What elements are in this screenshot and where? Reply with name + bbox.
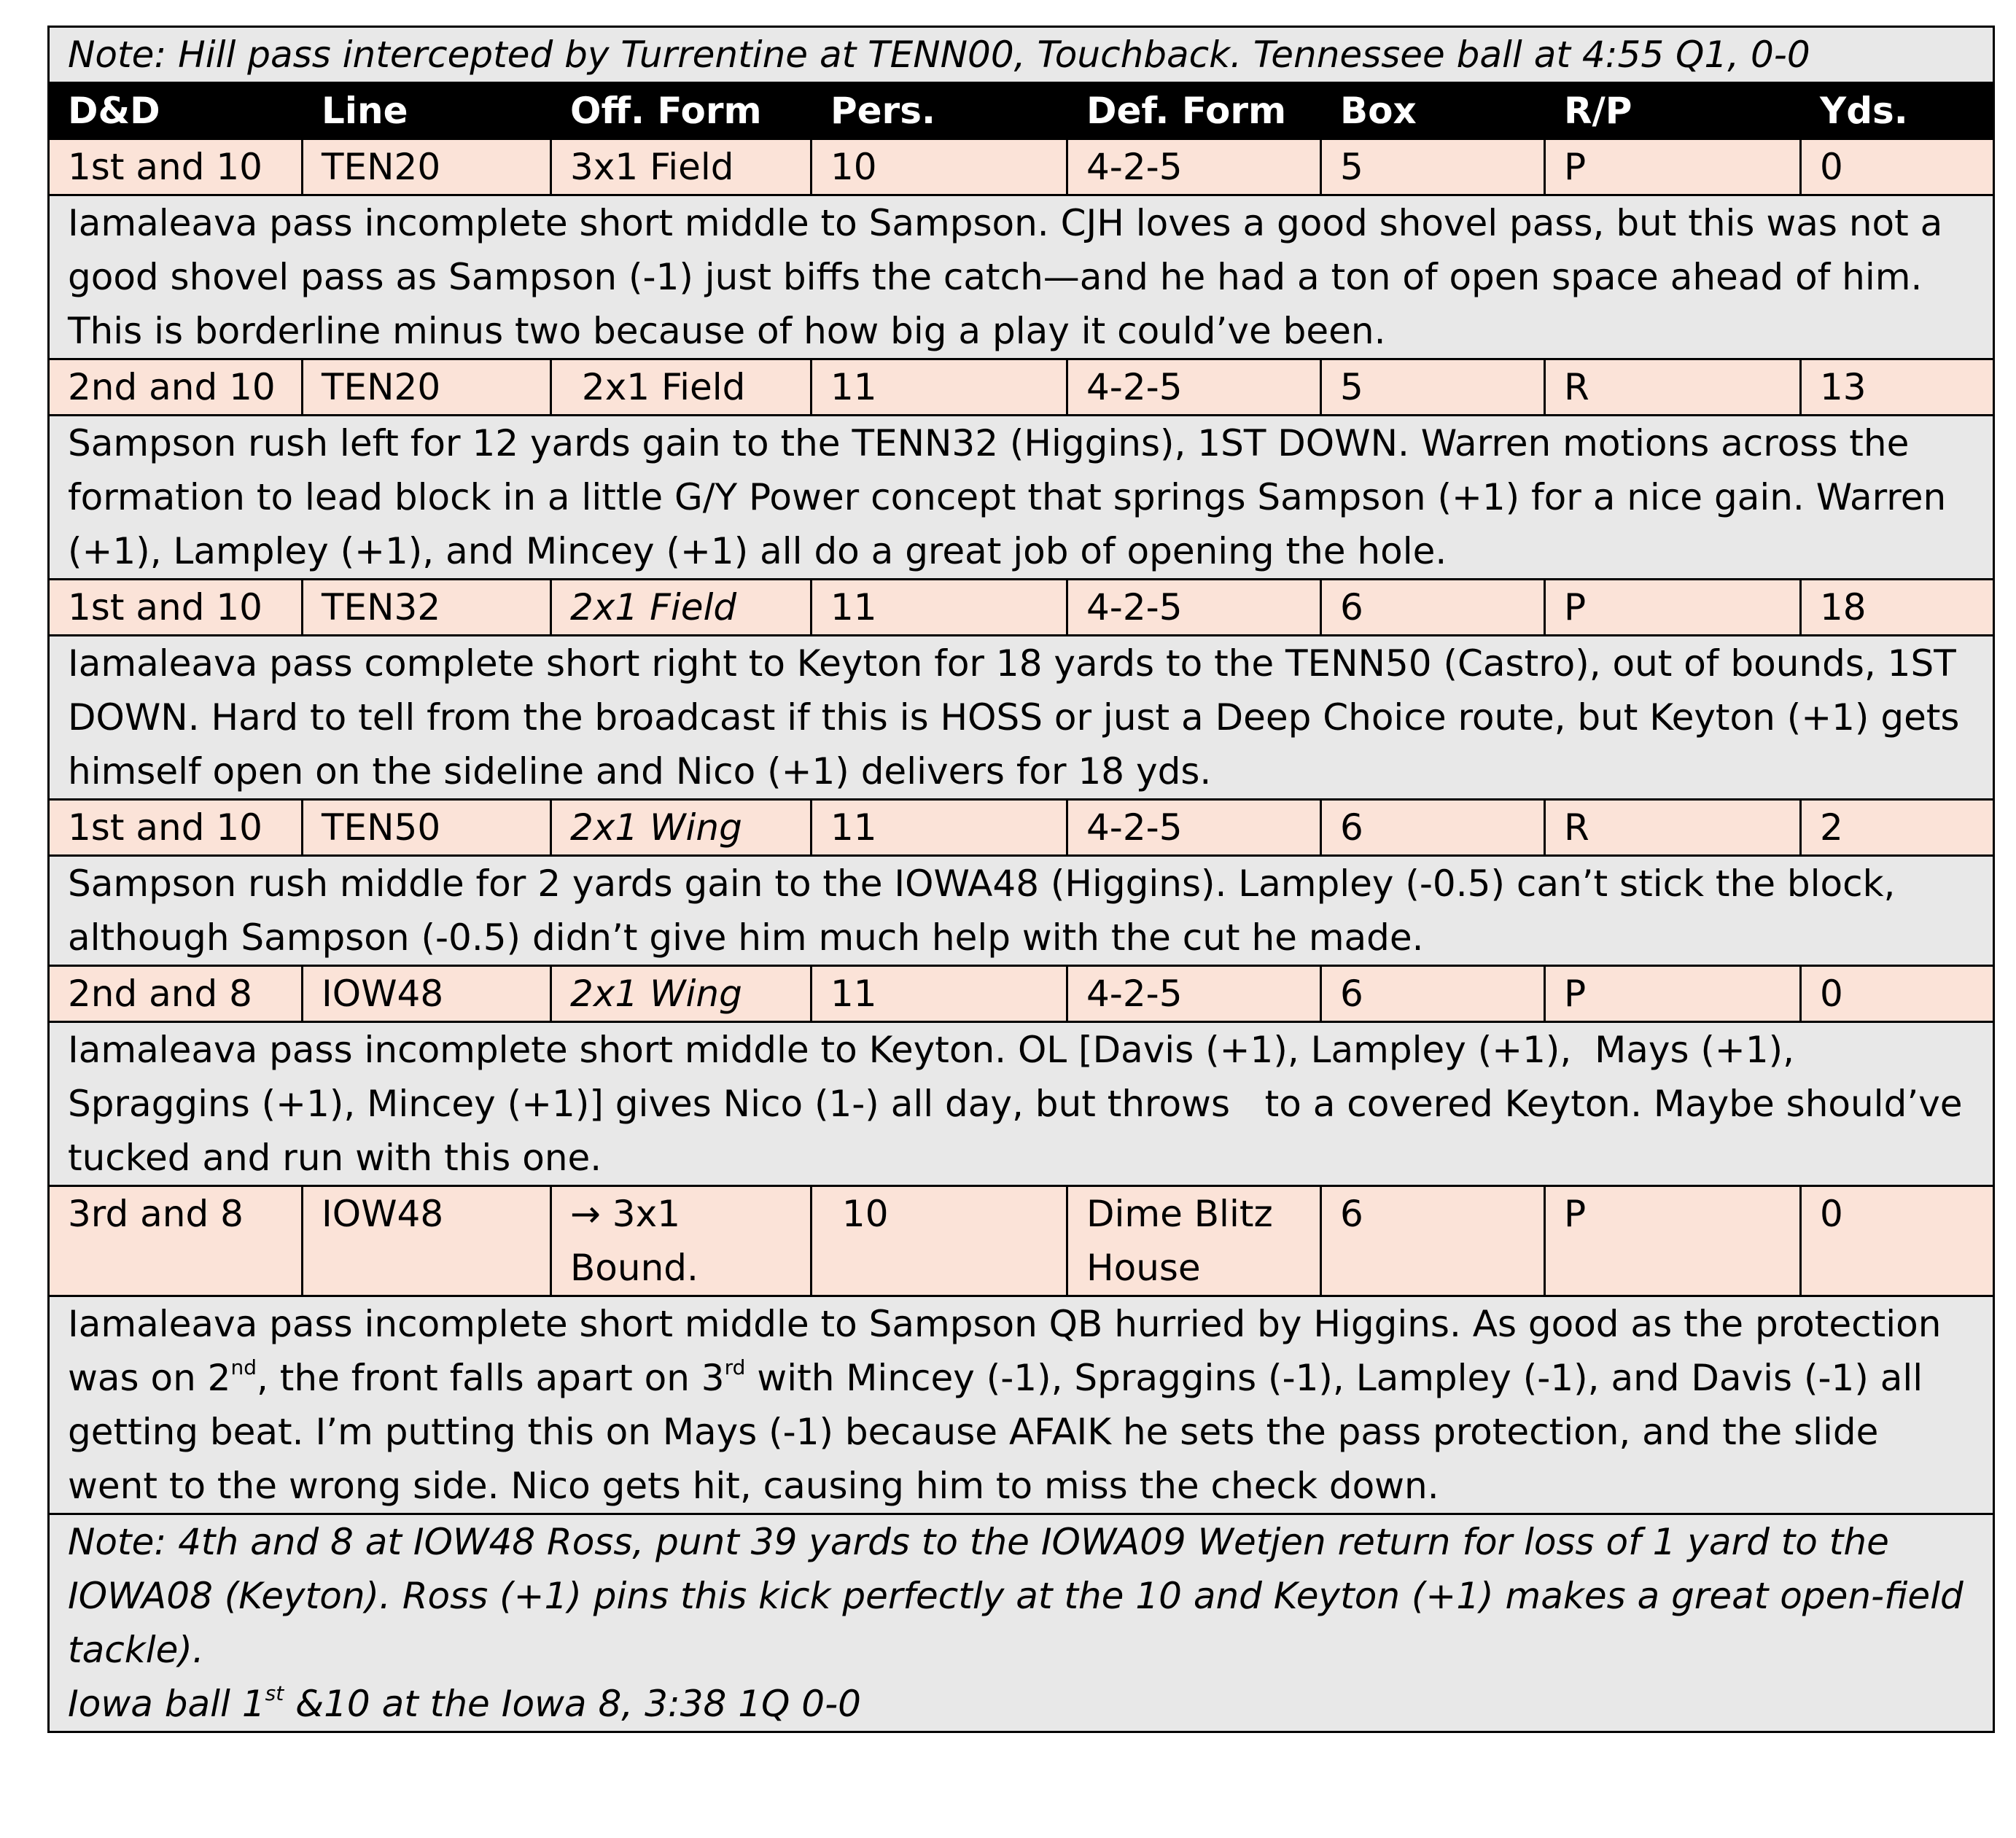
down-distance: 1st and 10 bbox=[49, 800, 303, 856]
line-of-scrimmage: TEN32 bbox=[303, 580, 551, 636]
yards: 13 bbox=[1801, 359, 1994, 416]
line-of-scrimmage: TEN20 bbox=[303, 359, 551, 416]
ordinal-suffix: nd bbox=[230, 1355, 257, 1380]
play-description: Iamaleava pass incomplete short middle to Sampson. CJH loves a good shovel pass, but this was not a good shovel pass as Sampson (-1) just biffs the catch—and he had a ton of open space ahead of him. This is borderline minus two because of how big a play it could’ve been. bbox=[49, 195, 1994, 359]
defense-formation: 4-2-5 bbox=[1067, 800, 1321, 856]
description-text: with Mincey (-1), Spraggins (-1), Lampley (-1), and Davis (-1) all getting beat. I’m putting this on Mays (-1) because AFAIK he sets the pass protection, and the slide went to the wrong side. Nico gets hit, causing him to miss the check down. bbox=[68, 1357, 1923, 1507]
personnel: 11 bbox=[812, 580, 1067, 636]
line-of-scrimmage: TEN20 bbox=[303, 139, 551, 195]
punt-note: Note: 4th and 8 at IOW48 Ross, punt 39 yards to the IOWA09 Wetjen return for loss of 1 yard to the IOWA08 (Keyton). Ross (+1) pins this kick perfectly at the 10 and Keyton (+1) makes a great open-field tackle). bbox=[68, 1521, 1964, 1671]
play-description: Iamaleava pass complete short right to Keyton for 18 yards to the TENN50 (Castro), out of bounds, 1ST DOWN. Hard to tell from the broadcast if this is HOSS or just a Deep Choice route, but Keyton (+1) gets himself open on the sideline and Nico (+1) delivers for 18 yds. bbox=[49, 636, 1994, 800]
line-of-scrimmage: TEN50 bbox=[303, 800, 551, 856]
header-pers: Pers. bbox=[812, 83, 1067, 139]
down-distance: 2nd and 10 bbox=[49, 359, 303, 416]
box-count: 6 bbox=[1321, 800, 1545, 856]
play-description bbox=[49, 1296, 1994, 1514]
personnel: 10 bbox=[812, 139, 1067, 195]
possession-note-text: Iowa ball 1 bbox=[68, 1683, 265, 1725]
header-off-form: Off. Form bbox=[551, 83, 812, 139]
play-row bbox=[49, 359, 1994, 416]
header-line: Line bbox=[303, 83, 551, 139]
line-of-scrimmage: IOW48 bbox=[303, 966, 551, 1022]
run-pass: P bbox=[1545, 139, 1801, 195]
header-def-form: Def. Form bbox=[1067, 83, 1321, 139]
description-text: , the front falls apart on 3 bbox=[257, 1357, 725, 1399]
line-of-scrimmage: IOW48 bbox=[303, 1186, 551, 1296]
possession-note-text: &10 at the Iowa 8, 3:38 1Q 0-0 bbox=[284, 1683, 861, 1725]
drive-end-note-row bbox=[49, 1514, 1994, 1732]
possession-note bbox=[68, 1677, 1974, 1731]
run-pass: P bbox=[1545, 966, 1801, 1022]
description-text: Iamaleava pass incomplete short middle to Sampson QB hurried by Higgins. As good as the protection was on 2 bbox=[68, 1303, 1942, 1399]
play-row bbox=[49, 800, 1994, 856]
personnel: 10 bbox=[812, 1186, 1067, 1296]
play-row bbox=[49, 580, 1994, 636]
play-description: Sampson rush left for 12 yards gain to the TENN32 (Higgins), 1ST DOWN. Warren motions across the formation to lead block in a little G/Y Power concept that springs Sampson (+1) for a nice gain. Warren (+1), Lampley (+1), and Mincey (+1) all do a great job of opening the hole. bbox=[49, 416, 1994, 580]
play-row bbox=[49, 1186, 1994, 1296]
play-description: Iamaleava pass incomplete short middle to Keyton. OL [Davis (+1), Lampley (+1), Mays (+1), Spraggins (+1), Mincey (+1)] gives Nico (1-) all day, but throws to a covered Keyton. Maybe should’ve tucked and run with this one. bbox=[49, 1022, 1994, 1186]
yards: 0 bbox=[1801, 966, 1994, 1022]
header-row bbox=[49, 83, 1994, 139]
play-description-row bbox=[49, 416, 1994, 580]
offense-formation: → 3x1 Bound. bbox=[551, 1186, 812, 1296]
play-description: Sampson rush middle for 2 yards gain to the IOWA48 (Higgins). Lampley (-0.5) can’t stick the block, although Sampson (-0.5) didn’t give him much help with the cut he made. bbox=[49, 856, 1994, 966]
play-description-row bbox=[49, 195, 1994, 359]
yards: 0 bbox=[1801, 1186, 1994, 1296]
defense-formation: 4-2-5 bbox=[1067, 139, 1321, 195]
box-count: 6 bbox=[1321, 966, 1545, 1022]
down-distance: 2nd and 8 bbox=[49, 966, 303, 1022]
offense-formation: 3x1 Field bbox=[551, 139, 812, 195]
down-distance: 3rd and 8 bbox=[49, 1186, 303, 1296]
down-distance: 1st and 10 bbox=[49, 580, 303, 636]
play-description-row bbox=[49, 1022, 1994, 1186]
header-box: Box bbox=[1321, 83, 1545, 139]
offense-formation: 2x1 Field bbox=[551, 580, 812, 636]
box-count: 5 bbox=[1321, 359, 1545, 416]
box-count: 5 bbox=[1321, 139, 1545, 195]
personnel: 11 bbox=[812, 800, 1067, 856]
play-description-row bbox=[49, 856, 1994, 966]
header-yds: Yds. bbox=[1801, 83, 1994, 139]
offense-formation: 2x1 Wing bbox=[551, 966, 812, 1022]
offense-formation: 2x1 Wing bbox=[551, 800, 812, 856]
ordinal-suffix: st bbox=[265, 1681, 284, 1706]
defense-formation: 4-2-5 bbox=[1067, 359, 1321, 416]
run-pass: R bbox=[1545, 800, 1801, 856]
box-count: 6 bbox=[1321, 1186, 1545, 1296]
yards: 0 bbox=[1801, 139, 1994, 195]
play-row bbox=[49, 139, 1994, 195]
ordinal-suffix: rd bbox=[724, 1355, 746, 1380]
header-rp: R/P bbox=[1545, 83, 1801, 139]
defense-formation: 4-2-5 bbox=[1067, 580, 1321, 636]
personnel: 11 bbox=[812, 359, 1067, 416]
play-description-row bbox=[49, 1296, 1994, 1514]
yards: 18 bbox=[1801, 580, 1994, 636]
run-pass: P bbox=[1545, 580, 1801, 636]
header-dd: D&D bbox=[49, 83, 303, 139]
run-pass: P bbox=[1545, 1186, 1801, 1296]
run-pass: R bbox=[1545, 359, 1801, 416]
down-distance: 1st and 10 bbox=[49, 139, 303, 195]
defense-formation: Dime Blitz House bbox=[1067, 1186, 1321, 1296]
defense-formation: 4-2-5 bbox=[1067, 966, 1321, 1022]
personnel: 11 bbox=[812, 966, 1067, 1022]
play-row bbox=[49, 966, 1994, 1022]
yards: 2 bbox=[1801, 800, 1994, 856]
offense-formation: 2x1 Field bbox=[551, 359, 812, 416]
play-description-row bbox=[49, 636, 1994, 800]
box-count: 6 bbox=[1321, 580, 1545, 636]
play-chart-table bbox=[47, 26, 1995, 1733]
drive-end-note bbox=[49, 1514, 1994, 1732]
drive-start-note-row bbox=[49, 27, 1994, 83]
drive-start-note: Note: Hill pass intercepted by Turrentine at TENN00, Touchback. Tennessee ball at 4:55 Q1, 0-0 bbox=[49, 27, 1994, 83]
